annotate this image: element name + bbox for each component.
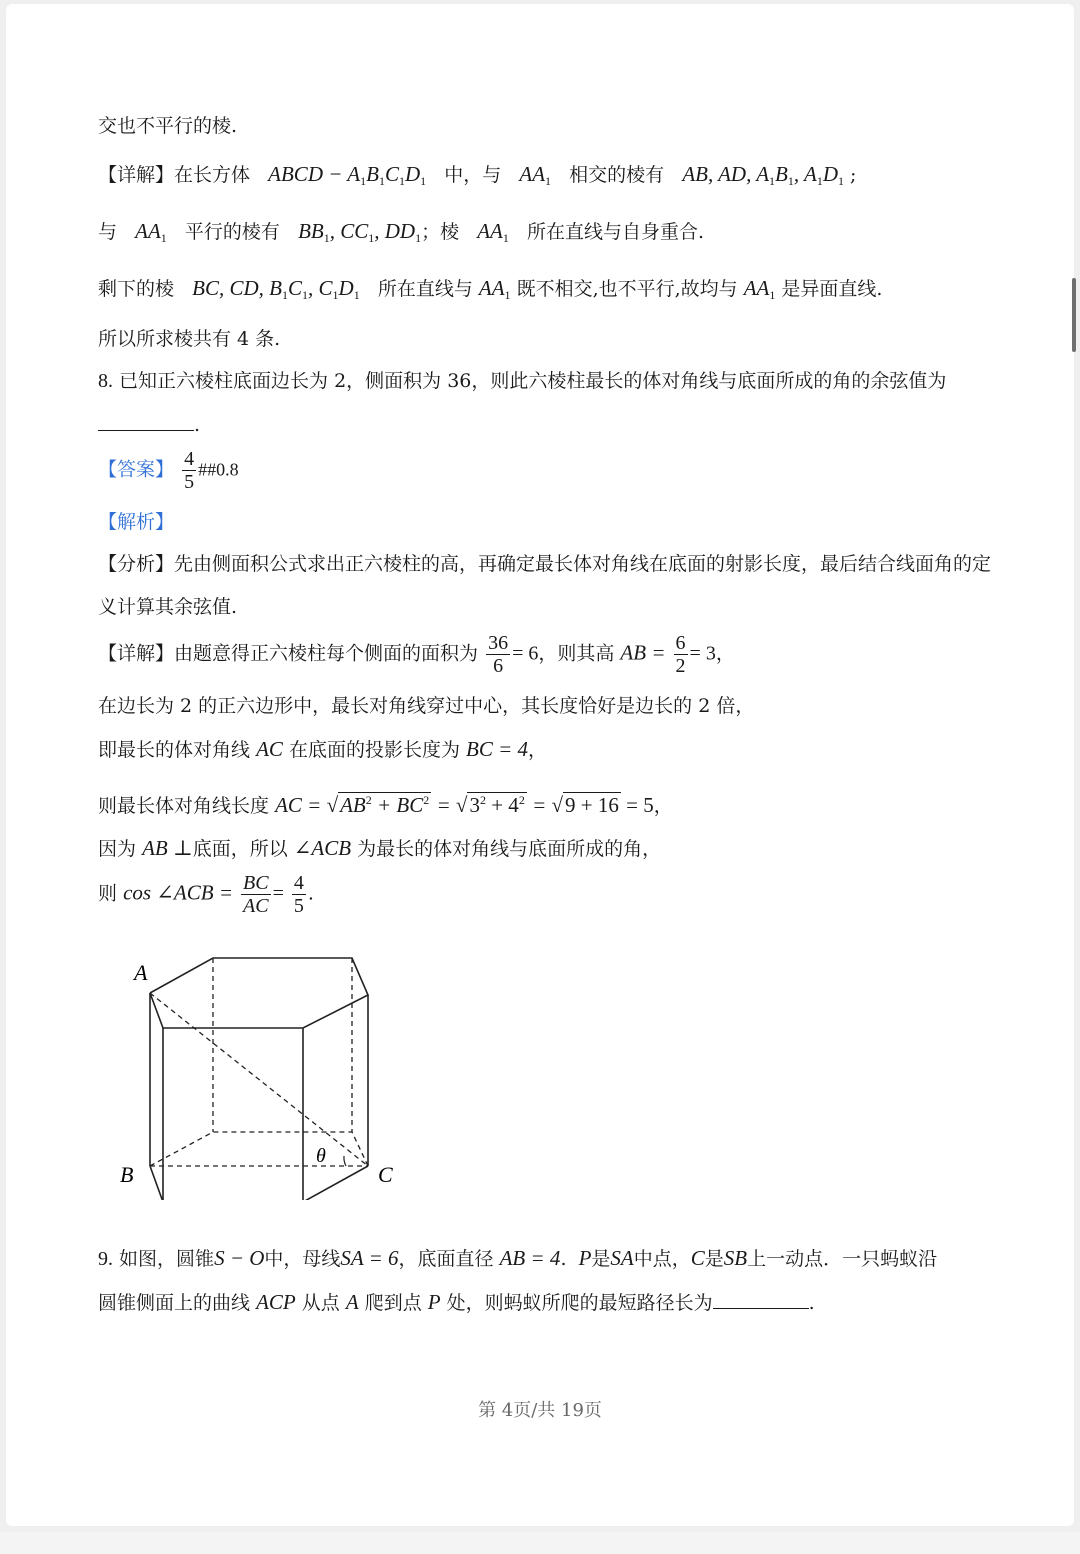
numerator: 4 — [293, 872, 304, 894]
math: cos ∠ACB = — [123, 880, 233, 905]
answer-blank — [713, 1290, 809, 1309]
label-theta: θ — [316, 1145, 326, 1167]
text: ，底面直径 — [398, 1248, 494, 1270]
text: 是异面直线. — [781, 278, 883, 300]
answer-blank — [98, 412, 194, 431]
text: 义计算其余弦值. — [98, 596, 238, 618]
text: 相交的棱有 — [569, 164, 665, 186]
math: P — [578, 1246, 592, 1270]
question-8 — [98, 369, 946, 393]
scrollbar-thumb[interactable] — [1072, 278, 1076, 352]
fraction — [674, 632, 688, 677]
text: 所在直线与自身重合. — [527, 221, 705, 243]
math: AB = 4 — [499, 1246, 561, 1270]
math-aa1: $AA_1$ — [477, 219, 509, 245]
text: 平行的棱有 — [184, 221, 280, 243]
text: ， — [653, 795, 673, 817]
detail-tag: 【详解】 — [98, 164, 175, 186]
math: ACP — [256, 1290, 296, 1314]
detail-tag: 【详解】 — [98, 642, 175, 665]
text: 从点 — [301, 1292, 340, 1314]
math: = 3 — [689, 642, 716, 665]
math-aa1: $AA_1$ — [478, 276, 511, 302]
text-line: 【详解】在长方体 ABCD − $A_1B_1C_1D_1$ 中，与 $AA_1$ 相交的棱有 AB, AD, $A_1B_1$, $A_1D_1$ ; — [98, 162, 857, 188]
math: = — [272, 882, 284, 905]
text: 是 — [591, 1248, 611, 1270]
answer-fraction — [182, 448, 196, 493]
text: 中点， — [633, 1248, 691, 1270]
numerator: 6 — [675, 632, 686, 654]
text: 在边长为 2 的正六边形中，最长对角线穿过中心，其长度恰好是边长的 2 倍， — [98, 695, 755, 717]
text-line — [98, 595, 237, 619]
text-line — [98, 872, 314, 917]
analysis-tag-line — [98, 510, 174, 534]
denominator: 5 — [184, 471, 195, 493]
answer-line — [98, 448, 239, 493]
math: = 6 — [512, 642, 539, 665]
next-page-edge — [0, 1532, 1080, 1554]
question-number: 8. — [98, 370, 113, 392]
math-aa1: $AA_1$ — [135, 219, 167, 245]
math: SA — [610, 1246, 634, 1270]
text: 所在直线与 — [377, 278, 473, 300]
denominator: 5 — [293, 895, 304, 917]
math-aa1: $AA_1$ — [743, 276, 776, 302]
page-footer: 第 4页/共 19页 — [478, 1400, 602, 1421]
text: . — [808, 1292, 815, 1314]
text-line — [98, 552, 991, 576]
fraction — [486, 632, 510, 677]
text-line — [98, 327, 280, 351]
text: 是 — [704, 1248, 724, 1270]
math-cuboid: ABCD − $A_1B_1C_1D_1$ — [268, 162, 427, 188]
analysis-tag: 【解析】 — [98, 511, 175, 533]
answer-alt: ##0.8 — [198, 459, 239, 480]
math-edges: AB, AD, $A_1B_1$, $A_1D_1$ — [682, 162, 844, 188]
math: S − O — [214, 1246, 265, 1270]
math: AC — [256, 737, 283, 761]
text: . — [307, 882, 314, 905]
text: 既不相交,也不平行,故均与 — [516, 278, 738, 300]
text-line — [98, 632, 735, 677]
text-line — [98, 836, 661, 861]
text: ， — [528, 739, 548, 761]
answer-blank-line — [98, 412, 200, 437]
math: ∠ACB — [293, 836, 352, 860]
text: 剩下的棱 — [98, 278, 175, 300]
fraction — [241, 872, 271, 917]
text: . — [560, 1248, 567, 1270]
label-b: B — [120, 1162, 134, 1187]
numerator: 36 — [488, 632, 509, 654]
numerator: BC — [243, 872, 269, 894]
text: 则 — [98, 882, 118, 905]
text: 处，则蚂蚁所爬的最短路径长为 — [446, 1292, 713, 1314]
text: 交也不平行的棱. — [98, 115, 238, 137]
math-diagonal-length: AC = $√AB^2 + BC^2 = √3^2 + 4^2 = √9 + 16 = 5$ — [275, 793, 654, 817]
math: A — [345, 1290, 359, 1314]
text-line — [98, 276, 882, 307]
numerator: 4 — [184, 448, 195, 470]
text: 爬到点 — [364, 1292, 422, 1314]
text-line — [98, 694, 754, 718]
answer-tag: 【答案】 — [98, 458, 175, 481]
question-text: 已知正六棱柱底面边长为 2，侧面积为 36，则此六棱柱最长的体对角线与底面所成的角的余弦值为 — [119, 370, 947, 392]
text-line — [98, 219, 704, 250]
angle-arc — [344, 1156, 346, 1166]
text: 则最长体对角线长度 — [98, 795, 270, 817]
text: . — [194, 414, 201, 436]
question-9 — [98, 1246, 937, 1271]
text: ，则其高 — [538, 642, 615, 665]
text: 中，母线 — [264, 1248, 341, 1270]
math: SA = 6 — [340, 1246, 399, 1270]
math-skew-edges: BC, CD, $B_1C_1$, $C_1D_1$ — [192, 276, 360, 302]
math: C — [690, 1246, 705, 1270]
label-a: A — [134, 960, 148, 985]
text: 在底面的投影长度为 — [288, 739, 460, 761]
denominator: 6 — [493, 655, 504, 677]
text: 底面，所以 — [192, 838, 288, 860]
text: 如图，圆锥 — [119, 1248, 215, 1270]
diagonal-ac — [150, 993, 368, 1166]
text: 上一动点．一只蚂蚁沿 — [747, 1248, 938, 1270]
text: 因为 — [98, 838, 137, 860]
question-number: 9. — [98, 1248, 113, 1270]
math: AB = — [620, 640, 666, 665]
math: SB — [723, 1246, 748, 1270]
text: 与 — [98, 221, 118, 243]
text: ， — [715, 642, 735, 665]
math: AB ⊥ — [142, 836, 193, 860]
text: 中，与 — [444, 164, 502, 186]
text-line — [98, 788, 673, 818]
math-parallel-edges: $BB_1$, $CC_1$, $DD_1$ — [298, 219, 422, 245]
question-9-line-2 — [98, 1290, 815, 1315]
text: 圆锥侧面上的曲线 — [98, 1292, 251, 1314]
text-line — [98, 737, 547, 762]
top-face — [150, 958, 368, 1028]
fenxi-tag: 【分析】 — [98, 553, 175, 575]
text: 即最长的体对角线 — [98, 739, 251, 761]
math-aa1: $AA_1$ — [519, 162, 552, 188]
text: 由题意得正六棱柱每个侧面的面积为 — [174, 642, 479, 665]
text: 先由侧面积公式求出正六棱柱的高，再确定最长体对角线在底面的射影长度，最后结合线面角的定 — [174, 553, 992, 575]
text: 所以所求棱共有 4 条. — [98, 328, 281, 350]
text: ；棱 — [421, 221, 460, 243]
bottom-front — [150, 1166, 368, 1200]
fraction — [292, 872, 306, 917]
hidden-bottom — [150, 1132, 368, 1166]
label-c: C — [378, 1162, 393, 1187]
text: 在长方体 — [174, 164, 251, 186]
text-line — [98, 114, 237, 138]
math: P — [427, 1290, 441, 1314]
hexagonal-prism-figure — [110, 950, 410, 1200]
math: BC = 4 — [466, 737, 529, 761]
denominator: AC — [243, 895, 269, 917]
denominator: 2 — [675, 655, 686, 677]
text: 为最长的体对角线与底面所成的角， — [357, 838, 662, 860]
